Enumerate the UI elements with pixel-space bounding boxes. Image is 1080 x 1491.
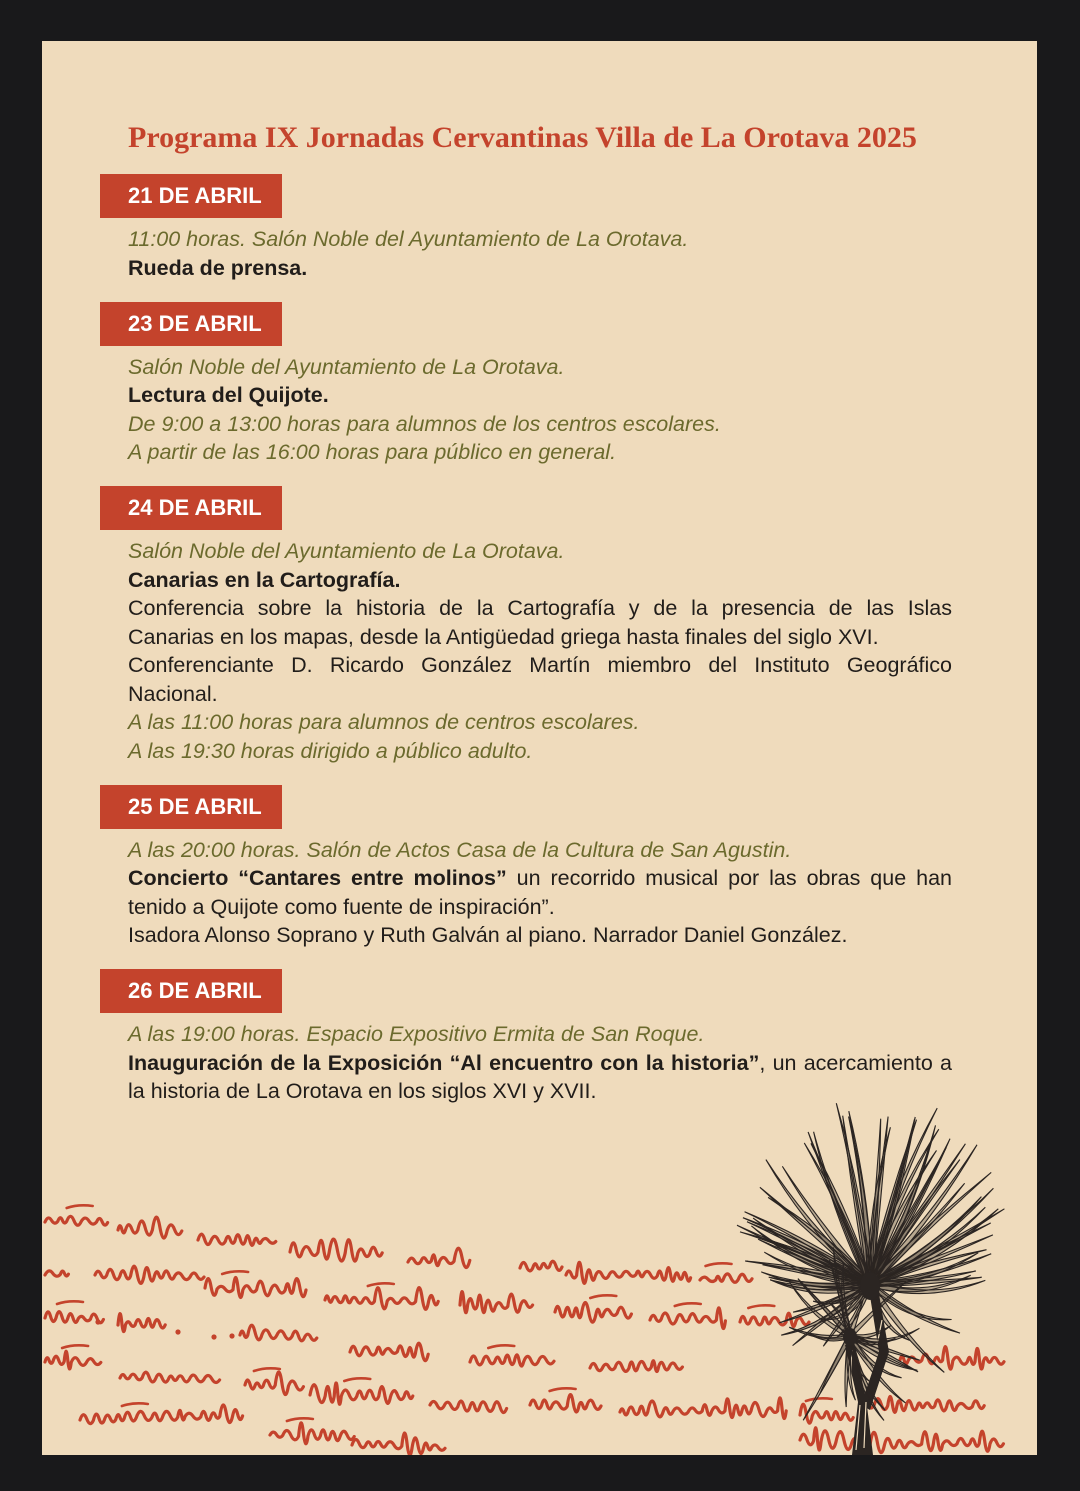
day-24-april [100,486,952,765]
venue-line: Salón Noble del Ayuntamiento de La Orotava. [128,539,565,563]
handwriting-dot [211,1334,216,1339]
handwriting-stroke [270,1423,354,1444]
schedule-line: De 9:00 a 13:00 horas para alumnos de los centros escolares. [128,411,721,436]
handwriting-stroke [550,1388,576,1391]
handwriting-stroke [806,1398,832,1401]
speaker-line: Nacional. [128,681,218,706]
handwriting-stroke [120,1372,220,1382]
handwriting-stroke [408,1248,470,1267]
tree-rosette-center [843,1328,857,1346]
handwriting-stroke [287,1418,313,1421]
description-line: un recorrido musical por las obras que han [516,866,952,890]
day-details [128,225,952,282]
handwriting-stroke [122,1403,148,1406]
handwriting-stroke [254,1368,280,1371]
event-title: Inauguración de la Exposición “Al encuentro con la historia” [128,1050,760,1075]
event-title: Canarias en la Cartografía. [128,567,401,592]
event-line [128,1049,952,1078]
description-line: tenido a Quijote como fuente de inspiración”. [128,894,555,919]
description-line: la historia de La Orotava en los siglos XVI y XVII. [128,1079,597,1103]
date-badge: 23 DE ABRIL [100,302,282,346]
handwriting-stroke [45,1351,101,1369]
handwriting-stroke [520,1261,562,1271]
handwriting-stroke [205,1278,306,1298]
venue-line: A las 19:00 horas. Espacio Expositivo Ermita de San Roque. [128,1022,705,1046]
venue-line: 11:00 horas. Salón Noble del Ayuntamiento de La Orotava. [128,227,689,251]
day-23-april [100,302,952,467]
handwriting-stroke [198,1234,276,1245]
handwriting-stroke [245,1372,303,1395]
handwriting-stroke [368,1283,394,1286]
event-title: Concierto “Cantares entre molinos” [128,866,507,890]
schedule-line: A las 11:00 horas para alumnos de centros escolares. [128,710,640,734]
description-line: , un acercamiento a [759,1050,952,1075]
handwriting-stroke [555,1303,631,1323]
event-title: Lectura del Quijote. [128,383,329,407]
day-details [128,353,952,467]
handwriting-stroke [45,1271,68,1276]
handwriting-stroke [675,1303,701,1306]
handwriting-stroke [62,1345,88,1348]
handwriting-stroke [460,1292,533,1313]
handwriting-stroke [620,1398,786,1419]
handwriting-stroke [488,1345,514,1348]
date-badge: 21 DE ABRIL [100,174,282,218]
day-21-april [100,174,952,282]
handwriting-dot [95,1319,100,1324]
schedule-line: A partir de las 16:00 horas para público en general. [128,440,617,464]
day-details [128,836,952,950]
handwriting-stroke [530,1395,601,1412]
handwriting-stroke [118,1217,182,1238]
handwriting-stroke [590,1295,616,1298]
handwriting-stroke [95,1266,204,1283]
handwriting-stroke [706,1263,732,1266]
program-schedule [100,174,952,1125]
speaker-line: Conferenciante D. Ricardo González Martín miembro del Instituto Geográfico [128,653,952,677]
performers-line: Isadora Alonso Soprano y Ruth Galván al piano. Narrador Daniel González. [128,923,848,947]
handwriting-stroke [590,1361,682,1372]
program-poster [42,41,1037,1455]
schedule-line: A las 19:30 horas dirigido a público adulto. [128,738,533,763]
handwriting-stroke [222,1271,248,1274]
venue-line: A las 20:00 horas. Salón de Actos Casa de la Cultura de San Agustin. [128,837,792,862]
handwriting-stroke [57,1301,83,1304]
day-26-april [100,969,952,1106]
handwriting-stroke [650,1308,725,1329]
handwriting-stroke [118,1314,165,1332]
date-badge: 25 DE ABRIL [100,785,282,829]
program-title: Programa IX Jornadas Cervantinas Villa de La Orotava 2025 [128,121,917,154]
day-details [128,1020,952,1106]
handwriting-stroke [67,1205,93,1208]
handwriting-stroke [80,1405,243,1424]
event-title: Rueda de prensa. [128,255,308,280]
description-line: Canarias en los mapas, desde la Antigüedad griega hasta finales del siglo XVI. [128,624,879,649]
handwriting-stroke [566,1262,691,1283]
venue-line: Salón Noble del Ayuntamiento de La Orotava. [128,354,565,379]
handwriting-stroke [350,1343,428,1360]
handwriting-stroke [870,1431,1003,1452]
day-25-april [100,785,952,950]
date-badge: 24 DE ABRIL [100,486,282,530]
handwriting-stroke [900,1347,1004,1369]
event-line [128,864,952,893]
handwriting-dot [175,1329,180,1334]
handwriting-stroke [45,1312,103,1323]
handwriting-dot [229,1333,234,1338]
handwriting-stroke [352,1433,445,1455]
handwriting-stroke [748,1305,774,1308]
handwriting-stroke [800,1428,862,1450]
tree-crown-center [860,1272,880,1300]
date-badge: 26 DE ABRIL [100,969,282,1013]
handwriting-stroke [290,1239,382,1261]
handwriting-stroke [344,1378,370,1381]
handwriting-stroke [700,1274,752,1282]
handwriting-stroke [45,1216,108,1225]
handwriting-stroke [430,1401,507,1413]
description-line: Conferencia sobre la historia de la Cartografía y de la presencia de las Islas [128,596,952,620]
handwriting-stroke [240,1325,317,1341]
handwriting-stroke [325,1288,438,1310]
day-details [128,537,952,765]
handwriting-stroke [310,1383,413,1404]
handwriting-stroke [470,1355,554,1366]
